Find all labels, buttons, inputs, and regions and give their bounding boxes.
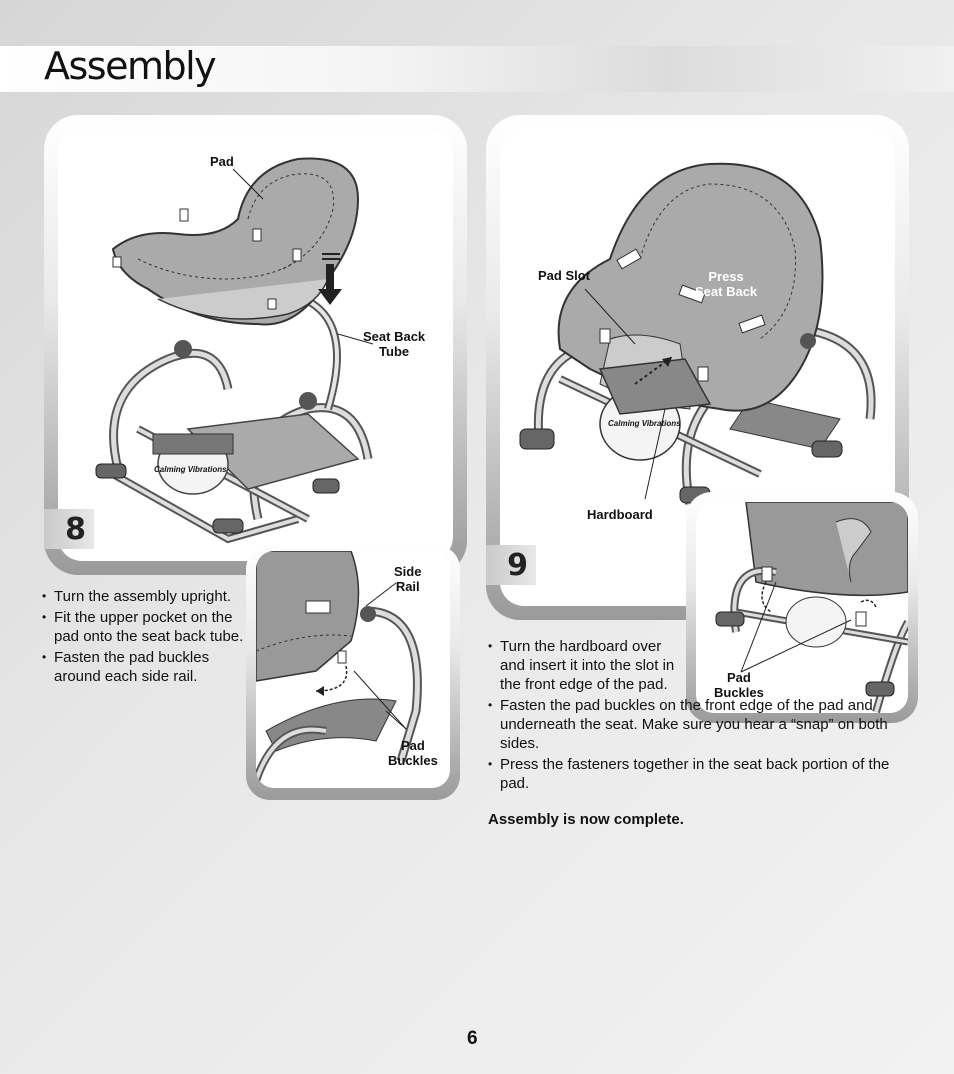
seat-back-tube-label: Seat Back Tube [363,329,426,359]
step9-instructions [488,637,908,795]
step8-illustration [58,129,453,561]
step8-instruction-item: • Fit the upper pocket on the pad onto the seat back tube. [42,608,247,646]
step8-number: 8 [44,509,94,549]
press-seat-back-label: Press Seat Back [695,269,758,299]
pad-buckles-label: Pad Buckles [714,670,764,700]
step9-instruction-item: • Fasten the pad buckles on the front edge of the pad and underneath the seat. Make sure you hear a “snap” on both sides. [488,696,908,753]
hardboard-label: Hardboard [587,507,653,522]
pad-slot-label: Pad Slot [538,268,591,283]
step8-instruction-item: • Turn the assembly upright. [42,587,247,606]
pad-buckles-label: Pad Buckles [388,738,438,768]
step8-frame [44,115,467,575]
step9-instruction-item: • Turn the hardboard over and insert it into the slot in the front edge of the pad. [488,637,685,694]
step8-inset-illustration [256,551,450,788]
side-rail-label: Side Rail [394,564,422,594]
page-title: Assembly [44,44,216,88]
step9-number: 9 [486,545,536,585]
step8-instructions [42,587,247,688]
product-logo: Calming Vibrations [154,465,227,474]
step8-inset-frame [246,545,460,800]
page-number: 6 [467,1028,478,1049]
product-logo: Calming Vibrations [608,419,681,428]
step9-instruction-item: • Press the fasteners together in the seat back portion of the pad. [488,755,890,793]
step8-instruction-item: • Fasten the pad buckles around each side rail. [42,648,247,686]
assembly-complete-note: Assembly is now complete. [488,811,684,828]
pad-label: Pad [210,154,234,169]
